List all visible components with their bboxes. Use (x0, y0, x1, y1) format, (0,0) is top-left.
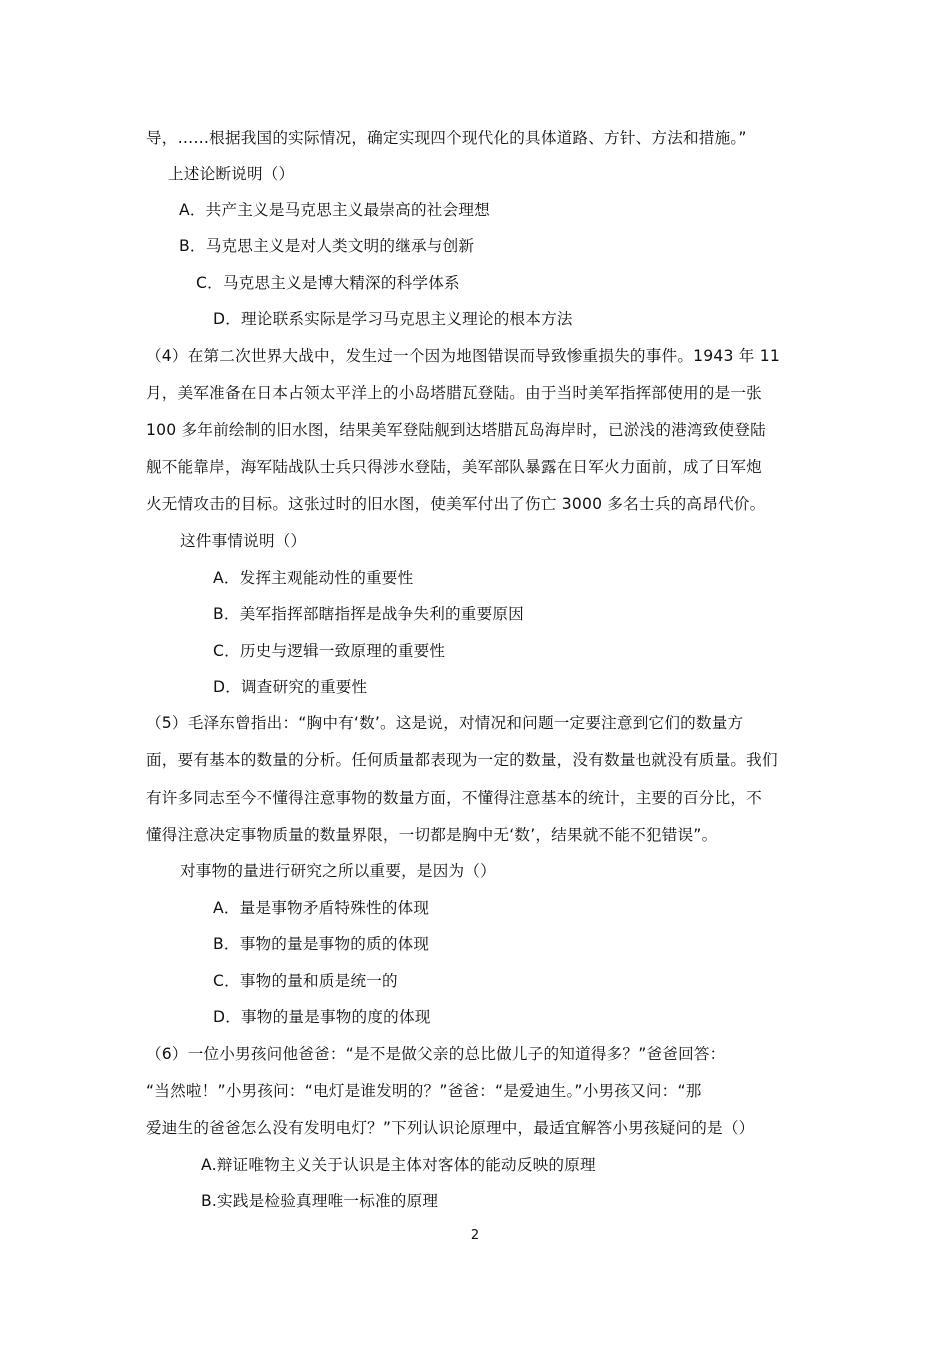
q3-option-d: D．理论联系实际是学习马克思主义理论的根本方法 (213, 310, 573, 328)
q6-text-line: “当然啦！”小男孩问：“电灯是谁发明的？”爸爸：“是爱迪生。”小男孩又问：“那 (146, 1082, 702, 1100)
q4-option-b: B．美军指挥部瞎指挥是战争失利的重要原因 (213, 605, 524, 623)
q4-stem: 这件事情说明（） (180, 532, 307, 550)
q3-stem: 上述论断说明（） (168, 165, 295, 183)
q6-option-b: B.实践是检验真理唯一标准的原理 (201, 1192, 439, 1210)
q5-option-c: C．事物的量和质是统一的 (213, 972, 398, 990)
q5-text-line: （5）毛泽东曾指出：“胸中有‘数’。这是说，对情况和问题一定要注意到它们的数量方 (146, 714, 744, 732)
q3-option-a: A．共产主义是马克思主义最崇高的社会理想 (179, 201, 490, 219)
q4-text-line: （4）在第二次世界大战中，发生过一个因为地图错误而导致惨重损失的事件。1943 年 11 (146, 347, 780, 365)
q6-text-line: （6）一位小男孩问他爸爸：“是不是做父亲的总比做儿子的知道得多？”爸爸回答： (146, 1045, 726, 1063)
q4-option-d: D．调查研究的重要性 (213, 678, 368, 696)
q5-stem: 对事物的量进行研究之所以重要，是因为（） (180, 862, 496, 880)
q4-text-line: 月，美军准备在日本占领太平洋上的小岛塔腊瓦登陆。由于当时美军指挥部使用的是一张 (146, 384, 762, 402)
q5-option-d: D．事物的量是事物的度的体现 (213, 1008, 431, 1026)
q5-text-line: 懂得注意决定事物质量的数量界限，一切都是胸中无‘数’，结果就不能不犯错误”。 (146, 826, 718, 844)
page-number: 2 (470, 1228, 480, 1243)
q5-text-line: 有许多同志至今不懂得注意事物的数量方面，不懂得注意基本的统计，主要的百分比，不 (146, 789, 762, 807)
q5-option-a: A．量是事物矛盾特殊性的体现 (213, 899, 430, 917)
q6-text-line: 爱迪生的爸爸怎么没有发明电灯？”下列认识论原理中，最适宜解答小男孩疑问的是（） (146, 1119, 755, 1137)
q5-option-b: B．事物的量是事物的质的体现 (213, 935, 430, 953)
q4-text-line: 火无情攻击的目标。这张过时的旧水图，使美军付出了伤亡 3000 多名士兵的高昂代价。 (146, 495, 766, 513)
q4-text-line: 100 多年前绘制的旧水图，结果美军登陆舰到达塔腊瓦岛海岸时，已淤浅的港湾致使登陆 (146, 421, 766, 439)
q3-tail-text: 导，……根据我国的实际情况，确定实现四个现代化的具体道路、方针、方法和措施。” (146, 129, 747, 147)
q5-text-line: 面，要有基本的数量的分析。任何质量都表现为一定的数量，没有数量也就没有质量。我们 (146, 751, 778, 769)
q3-option-c: C．马克思主义是博大精深的科学体系 (196, 274, 460, 292)
q4-option-a: A．发挥主观能动性的重要性 (213, 569, 414, 587)
q3-option-b: B．马克思主义是对人类文明的继承与创新 (179, 237, 475, 255)
q4-text-line: 舰不能靠岸，海军陆战队士兵只得涉水登陆，美军部队暴露在日军火力面前，成了日军炮 (146, 458, 762, 476)
q6-option-a: A.辩证唯物主义关于认识是主体对客体的能动反映的原理 (201, 1156, 596, 1174)
q4-option-c: C．历史与逻辑一致原理的重要性 (213, 642, 446, 660)
